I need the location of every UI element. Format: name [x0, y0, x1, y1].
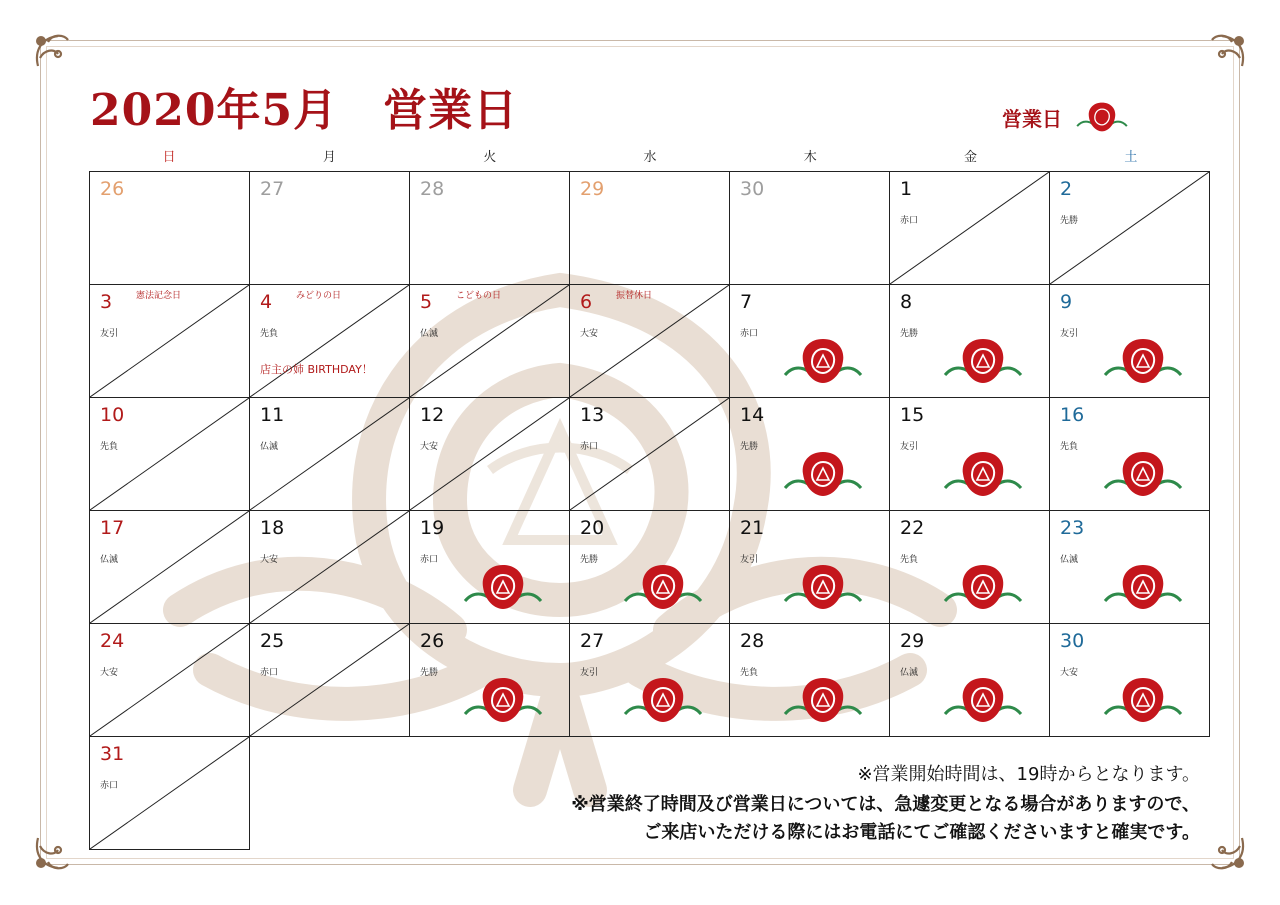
day-number: 21 — [740, 517, 765, 539]
day-number: 6 — [580, 291, 593, 313]
holiday-name: みどりの日 — [296, 291, 342, 301]
day-number: 5 — [420, 291, 433, 313]
closed-day-slash — [90, 285, 249, 397]
rokuyo-label: 友引 — [1060, 329, 1079, 339]
rokuyo-label: 先負 — [100, 442, 119, 452]
day-note: 店主の姉 BIRTHDAY！ — [260, 363, 373, 376]
weekday-tue: 火 — [483, 150, 497, 165]
rokuyo-label: 大安 — [100, 668, 119, 678]
rokuyo-label: 先勝 — [580, 555, 599, 565]
day-number: 10 — [100, 404, 125, 426]
day-number: 31 — [100, 743, 125, 765]
footnote-change-notice: ※営業終了時間及び営業日については、急遽変更となる場合がありますので、 — [571, 794, 1200, 815]
calendar-week — [90, 172, 1210, 285]
rokuyo-label: 赤口 — [420, 555, 439, 565]
weekday-wed: 水 — [643, 150, 657, 165]
rose-icon — [461, 674, 545, 726]
rose-icon — [781, 448, 865, 500]
rokuyo-label: 先勝 — [420, 668, 439, 678]
day-number: 2 — [1060, 178, 1073, 200]
calendar-day-cell — [1050, 511, 1210, 624]
day-number: 19 — [420, 517, 445, 539]
calendar-day-cell — [570, 285, 730, 398]
rokuyo-label: 友引 — [100, 329, 119, 339]
day-number: 8 — [900, 291, 913, 313]
calendar-day-cell — [410, 624, 570, 737]
holiday-name: 振替休日 — [616, 291, 653, 301]
rokuyo-label: 友引 — [740, 555, 759, 565]
calendar-day-cell — [90, 624, 250, 737]
rose-icon — [1101, 335, 1185, 387]
rokuyo-label: 先負 — [900, 555, 919, 565]
day-number: 13 — [580, 404, 605, 426]
calendar-day-cell — [570, 398, 730, 511]
calendar-day-cell — [410, 172, 570, 285]
calendar-day-cell — [250, 511, 410, 624]
weekday-sat: 土 — [1124, 150, 1138, 165]
calendar-day-cell — [1050, 172, 1210, 285]
calendar-week — [90, 398, 1210, 511]
calendar-day-cell — [90, 737, 250, 850]
calendar-day-cell — [410, 285, 570, 398]
calendar-day-cell — [90, 511, 250, 624]
day-number: 18 — [260, 517, 285, 539]
weekday-fri: 金 — [964, 150, 978, 165]
day-number: 4 — [260, 291, 273, 313]
rose-icon — [781, 561, 865, 613]
calendar-day-cell — [730, 285, 890, 398]
rokuyo-label: 先勝 — [1060, 216, 1079, 226]
calendar-day-cell — [890, 172, 1050, 285]
day-number: 12 — [420, 404, 445, 426]
calendar-day-cell — [250, 624, 410, 737]
page-title: 2020年5月 営業日 — [90, 85, 519, 136]
calendar-day-cell — [890, 398, 1050, 511]
rose-icon — [941, 674, 1025, 726]
calendar-day-cell — [250, 398, 410, 511]
footnote-hours: ※営業開始時間は、19時からとなります。 — [857, 764, 1200, 785]
holiday-name: 憲法記念日 — [136, 291, 182, 301]
rose-icon — [621, 674, 705, 726]
closed-day-slash — [890, 172, 1049, 284]
day-number: 17 — [100, 517, 125, 539]
rokuyo-label: 赤口 — [100, 781, 119, 791]
day-number: 16 — [1060, 404, 1085, 426]
rose-icon — [1101, 561, 1185, 613]
calendar-grid — [89, 171, 1210, 850]
weekday-mon: 月 — [322, 150, 336, 165]
day-number: 29 — [900, 630, 925, 652]
rokuyo-label: 先勝 — [740, 442, 759, 452]
rokuyo-label: 仏滅 — [260, 442, 279, 452]
rose-icon — [941, 448, 1025, 500]
day-number: 15 — [900, 404, 925, 426]
calendar-day-cell — [250, 172, 410, 285]
rokuyo-label: 友引 — [900, 442, 919, 452]
rokuyo-label: 大安 — [260, 555, 279, 565]
rokuyo-label: 赤口 — [740, 329, 759, 339]
rose-icon — [621, 561, 705, 613]
calendar-week — [90, 285, 1210, 398]
corner-ornament-icon — [1204, 28, 1252, 76]
rokuyo-label: 大安 — [1060, 668, 1079, 678]
day-number: 3 — [100, 291, 113, 313]
day-number: 24 — [100, 630, 125, 652]
rose-icon — [1101, 674, 1185, 726]
calendar-day-cell — [1050, 285, 1210, 398]
calendar-day-cell — [730, 511, 890, 624]
rose-icon — [461, 561, 545, 613]
closed-day-slash — [410, 285, 569, 397]
day-number: 14 — [740, 404, 765, 426]
day-number: 26 — [420, 630, 445, 652]
day-number: 22 — [900, 517, 925, 539]
weekday-thu: 木 — [803, 150, 817, 165]
empty-cell — [410, 737, 570, 850]
rose-icon — [1101, 448, 1185, 500]
rose-icon — [781, 335, 865, 387]
calendar-day-cell — [570, 624, 730, 737]
day-number: 26 — [100, 178, 125, 200]
calendar-week — [90, 511, 1210, 624]
holiday-name: こどもの日 — [456, 291, 502, 301]
rokuyo-label: 仏滅 — [420, 329, 439, 339]
day-number: 23 — [1060, 517, 1085, 539]
day-number: 28 — [740, 630, 765, 652]
rokuyo-label: 赤口 — [580, 442, 599, 452]
footnote-call-notice: ご来店いただける際にはお電話にてご確認くださいますと確実です。 — [643, 822, 1200, 843]
rokuyo-label: 先負 — [260, 329, 279, 339]
calendar-day-cell — [1050, 398, 1210, 511]
rokuyo-label: 仏滅 — [1060, 555, 1079, 565]
calendar-day-cell — [90, 285, 250, 398]
day-number: 27 — [580, 630, 605, 652]
rokuyo-label: 仏滅 — [100, 555, 119, 565]
rokuyo-label: 先負 — [1060, 442, 1079, 452]
day-number: 27 — [260, 178, 285, 200]
calendar-day-cell — [570, 511, 730, 624]
legend — [1002, 100, 1130, 134]
rose-icon — [941, 335, 1025, 387]
day-number: 28 — [420, 178, 445, 200]
rokuyo-label: 先勝 — [900, 329, 919, 339]
closed-day-slash — [570, 285, 729, 397]
legend-label: 営業日 — [1002, 106, 1062, 131]
day-number: 30 — [740, 178, 765, 200]
calendar-day-cell — [890, 624, 1050, 737]
rokuyo-label: 大安 — [420, 442, 439, 452]
day-number: 30 — [1060, 630, 1085, 652]
rose-icon — [941, 561, 1025, 613]
calendar-day-cell — [410, 398, 570, 511]
rokuyo-label: 赤口 — [900, 216, 919, 226]
calendar-week — [90, 624, 1210, 737]
day-number: 25 — [260, 630, 285, 652]
day-number: 9 — [1060, 291, 1073, 313]
rokuyo-label: 仏滅 — [900, 668, 919, 678]
corner-ornament-icon — [28, 28, 76, 76]
weekday-header — [89, 146, 1211, 165]
rose-icon — [1074, 100, 1130, 134]
calendar-day-cell — [410, 511, 570, 624]
rokuyo-label: 先負 — [740, 668, 759, 678]
calendar-day-cell — [730, 172, 890, 285]
rokuyo-label: 友引 — [580, 668, 599, 678]
calendar-day-cell — [90, 398, 250, 511]
day-number: 11 — [260, 404, 285, 426]
calendar-day-cell — [570, 172, 730, 285]
corner-ornament-icon — [1204, 828, 1252, 876]
rokuyo-label: 赤口 — [260, 668, 279, 678]
day-number: 29 — [580, 178, 605, 200]
day-number: 7 — [740, 291, 753, 313]
calendar-day-cell — [730, 398, 890, 511]
closed-day-slash — [250, 285, 409, 397]
rokuyo-label: 大安 — [580, 329, 599, 339]
day-number: 1 — [900, 178, 913, 200]
calendar-day-cell — [1050, 624, 1210, 737]
empty-cell — [250, 737, 410, 850]
rose-icon — [781, 674, 865, 726]
weekday-sun: 日 — [162, 150, 176, 165]
calendar-day-cell — [890, 285, 1050, 398]
closed-day-slash — [1050, 172, 1209, 284]
calendar-day-cell — [730, 624, 890, 737]
calendar-day-cell — [890, 511, 1050, 624]
calendar-day-cell — [250, 285, 410, 398]
corner-ornament-icon — [28, 828, 76, 876]
day-number: 20 — [580, 517, 605, 539]
calendar-day-cell — [90, 172, 250, 285]
